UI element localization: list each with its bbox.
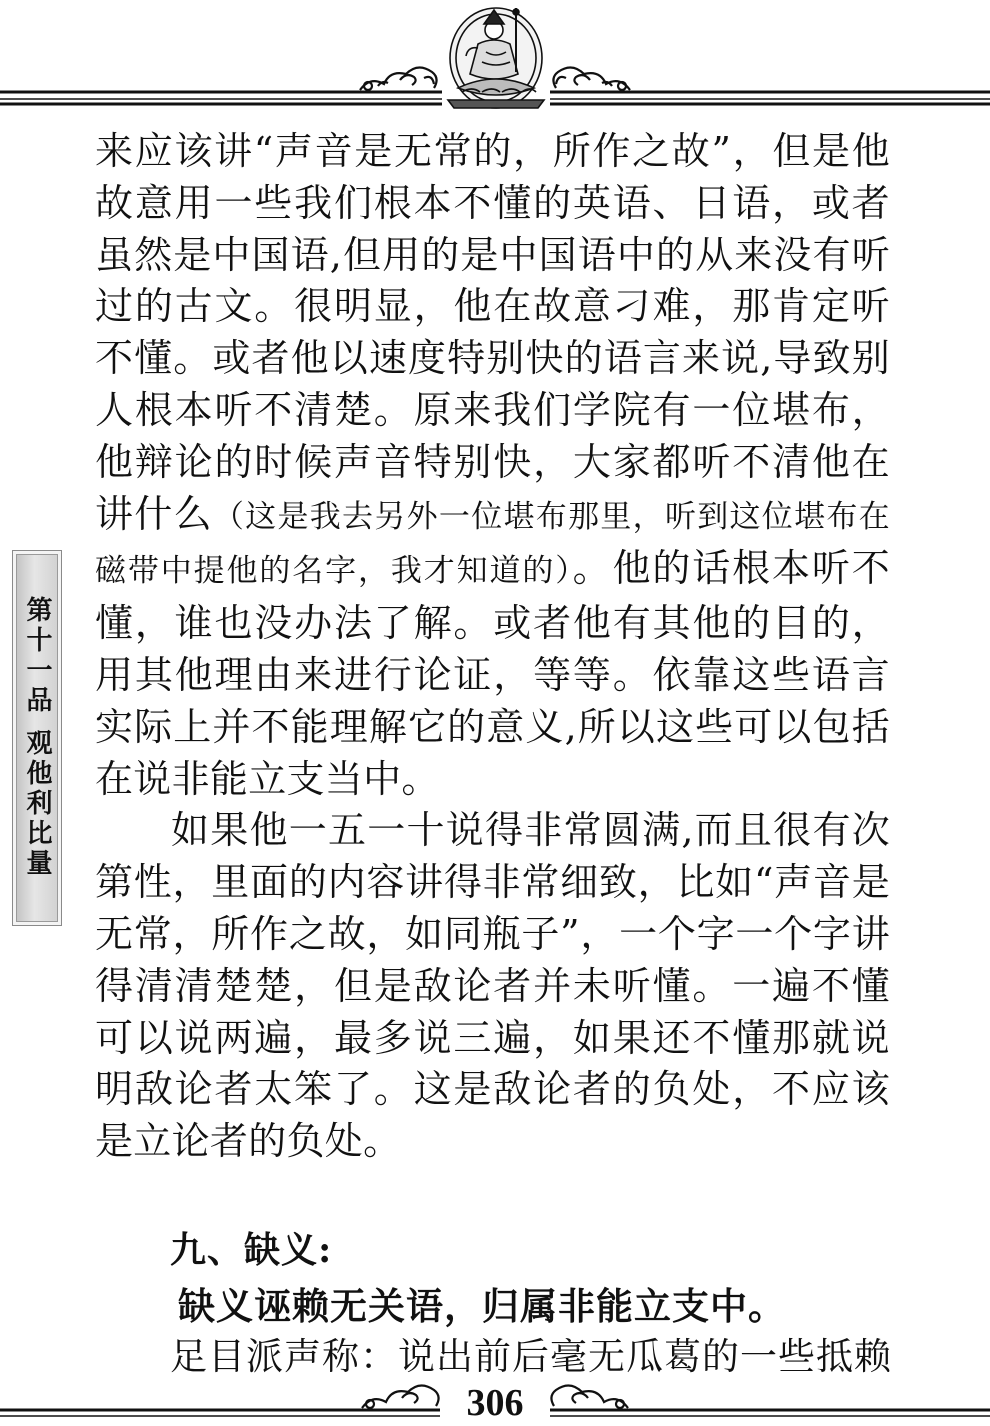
page-header-ornament [0, 0, 990, 120]
page-body [95, 126, 890, 1168]
page-number: 306 [466, 1382, 524, 1424]
parenthetical-note: （这是我去另外一位堪布那里，听到这位堪布在磁带中提他的名字，我才知道的） [95, 498, 890, 590]
auspicious-cloud-icon [553, 67, 630, 90]
paragraph: 如果他一五一十说得非常圆满,而且很有次第性，里面的内容讲得非常细致，比如“声音是无常，所作之故，如同瓶子”，一个字一个字讲得清清楚楚，但是敌论者并未听懂。一遍不懂可以说两遍，最多说三遍，如果还不懂那就说明敌论者太笨了。这是敌论者的负处，不应该是立论者的负处。 [95, 808, 890, 1164]
paragraph [95, 126, 890, 805]
verse-line: 缺义诬赖无关语，归属非能立支中。 [178, 1285, 786, 1328]
section-heading: 九、缺义: [170, 1229, 333, 1271]
header-rule-lines [0, 0, 990, 120]
deity-figure-icon [448, 8, 544, 108]
commentary-text: 足目派声称：说出前后毫无瓜葛的一些抵赖 [170, 1335, 892, 1378]
chapter-side-tab [12, 550, 62, 926]
paragraph-text: 。他的话根本听不懂，谁也没办法了解。或者他有其他的目的，用其他理由来进行论证，等等。依靠这些语言实际上并不能理解它的意义,所以这些可以包括在说非能立支当中。 [95, 546, 891, 801]
paragraph-text: 来应该讲“声音是无常的，所作之故”，但是他故意用一些我们根本不懂的英语、日语，或者虽然是中国语,但用的是中国语中的从来没有听过的古文。很明显，他在故意刁难，那肯定听不懂。或者他以速度特别快的语言来说,导致别人根本听不清楚。原来我们学院有一位堪布，他辩论的时候声音特别快，大家都听不清他在讲什么 [95, 129, 890, 536]
chapter-label: 第十一品 观他利比量 [22, 596, 52, 880]
auspicious-cloud-icon [360, 67, 437, 90]
